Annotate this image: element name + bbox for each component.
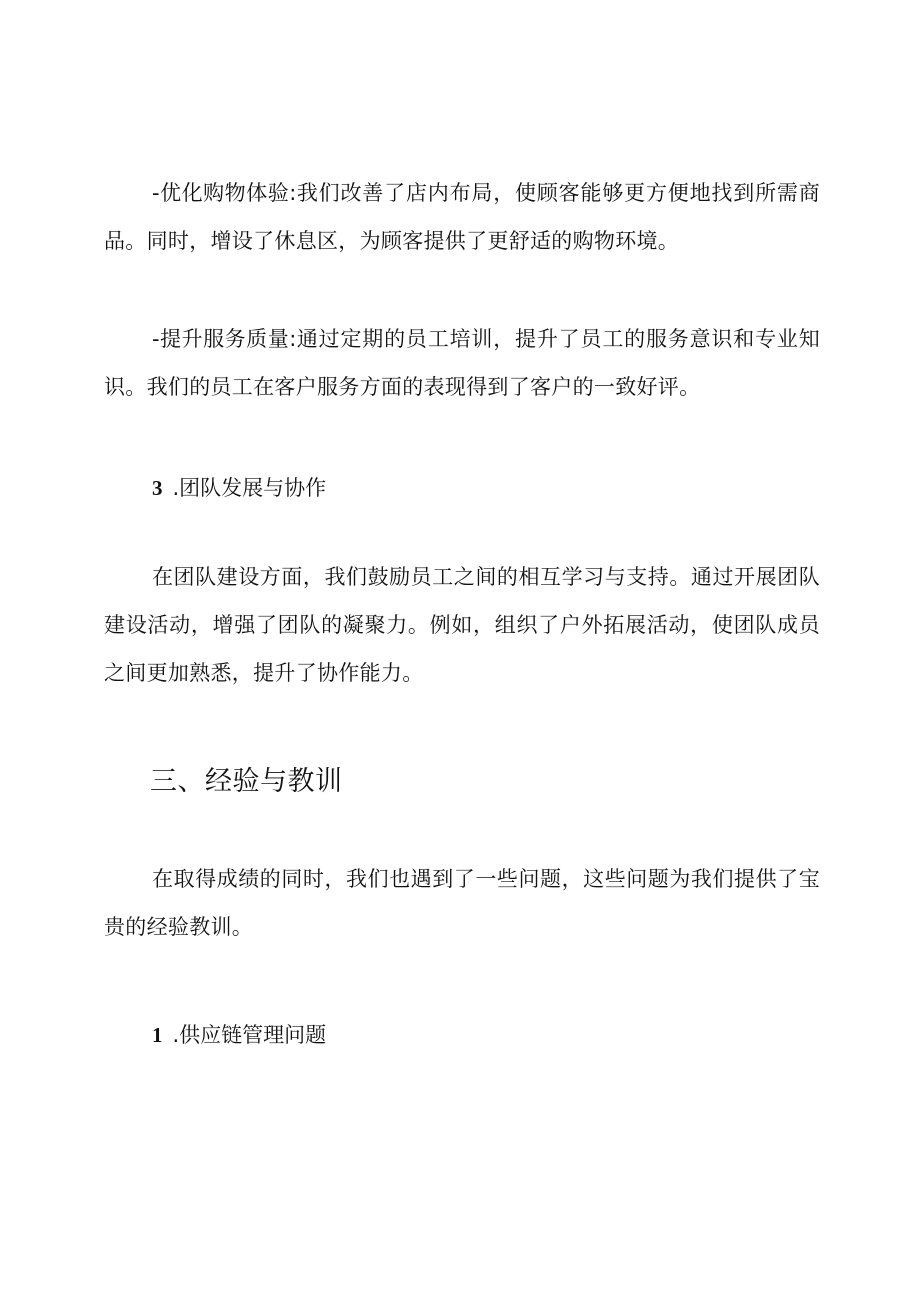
service-quality-lead: -提升服务质量:	[152, 327, 297, 351]
team-paragraph-text: 在团队建设方面，我们鼓励员工之间的相互学习与支持。通过开展团队建设活动，增强了团队的凝聚力。例如，组织了户外拓展活动，使团队成员之间更加熟悉，提升了协作能力。	[104, 565, 820, 685]
service-quality-paragraph	[104, 315, 820, 411]
subsection-3-heading	[104, 473, 820, 503]
subsection-3-title: .团队发展与协作	[172, 476, 327, 500]
subsection-1-number: 1	[152, 1023, 163, 1047]
subsection-1-heading	[104, 1020, 820, 1050]
service-quality-text: 通过定期的员工培训，提升了员工的服务意识和专业知识。我们的员工在客户服务方面的表现得到了客户的一致好评。	[104, 327, 821, 399]
lessons-paragraph	[104, 855, 820, 951]
subsection-1-title: .供应链管理问题	[172, 1023, 327, 1047]
shopping-experience-lead: -优化购物体验:	[152, 181, 297, 205]
section-3-title: 三、经验与教训	[150, 766, 343, 797]
section-3-heading	[104, 762, 820, 802]
lessons-paragraph-text: 在取得成绩的同时，我们也遇到了一些问题，这些问题为我们提供了宝贵的经验教训。	[104, 867, 820, 939]
subsection-3-number: 3	[152, 476, 163, 500]
shopping-experience-paragraph	[104, 169, 820, 265]
shopping-experience-text: 我们改善了店内布局，使顾客能够更方便地找到所需商品。同时，增设了休息区，为顾客提供了更舒适的购物环境。	[104, 181, 821, 253]
team-paragraph	[104, 553, 820, 697]
